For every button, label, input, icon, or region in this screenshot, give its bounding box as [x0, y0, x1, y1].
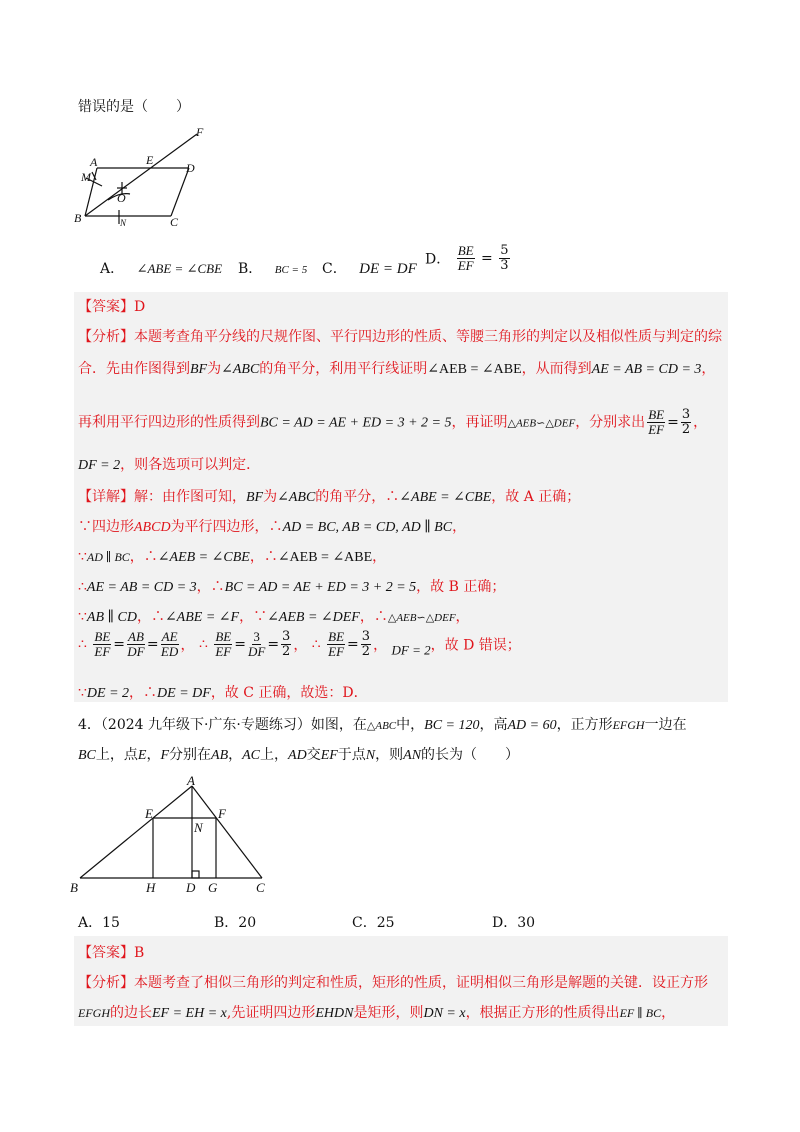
q4-answer-line: 【答案】B: [78, 945, 145, 961]
label-M: M: [81, 170, 91, 184]
label-O: O: [117, 191, 126, 205]
label-A: A: [187, 774, 195, 788]
q4-option-a: A．15: [78, 915, 120, 931]
label-E: E: [145, 806, 153, 821]
label-G: G: [208, 880, 218, 895]
detail-line-3: ∵AD ∥ BC，∴∠AEB = ∠CBE，∴∠AEB = ∠ABE，: [78, 549, 387, 565]
q4-stem-line-2: BC上，点E，F分别在AB，AC上，AD交EF于点N，则AN的长为（ ）: [78, 747, 520, 763]
label-C: C: [256, 880, 265, 895]
label-E: E: [146, 153, 154, 167]
label-D: D: [186, 880, 196, 895]
detail-line-5: ∵AB ∥ CD，∴∠ABE = ∠F，∵∠AEB = ∠DEF，∴△AEB∽△DEF，: [78, 609, 470, 625]
q4-option-c: C．25: [352, 915, 395, 931]
label-N: N: [120, 218, 127, 228]
q4-stem-line-1: 4．（2024 九年级下·广东·专题练习）如图，在△ABC中，BC = 120，高AD = 60，正方形EFGH一边在: [78, 717, 687, 733]
option-a: A． ∠ABE = ∠CBE: [100, 261, 223, 277]
option-d: D． $\frac{BE}{EF}$ = $\frac{5}{3}$: [425, 243, 509, 273]
label-B: B: [74, 211, 82, 225]
analysis-line-4: DF = 2，则各选项可以判定．: [78, 457, 261, 473]
answer-line: 【答案】D: [78, 299, 146, 315]
q4-option-b: B．20: [214, 915, 257, 931]
detail-line-4: ∴AE = AB = CD = 3，∴BC = AD = AE + ED = 3 + 2 = 5，故 B 正确；: [78, 579, 506, 595]
label-F: F: [218, 806, 226, 821]
triangle-square-figure: [68, 774, 278, 896]
detail-line-1: 【详解】解：由作图可知，BF为∠ABC的角平分，∴∠ABE = ∠CBE，故 A 正确；: [78, 489, 581, 505]
analysis-line-2: 合．先由作图得到BF为∠ABC的角平分，利用平行线证明∠AEB = ∠ABE，从而得到AE = AB = CD = 3，: [78, 361, 716, 377]
option-b: B． BC = 5: [238, 261, 308, 277]
label-D: D: [186, 161, 195, 175]
question-stem-tail: 错误的是（ ）: [78, 99, 190, 115]
analysis-line-1: 【分析】本题考查角平分线的尺规作图、平行四边形的性质、等腰三角形的判定以及相似性质与判定的综: [78, 329, 722, 345]
parallelogram-figure: [72, 122, 222, 232]
label-A: A: [90, 155, 98, 169]
label-H: H: [146, 880, 156, 895]
label-N: N: [194, 820, 203, 835]
q4-option-d: D．30: [492, 915, 536, 931]
q4-analysis-line-2: EFGH的边长EF = EH = x,先证明四边形EHDN是矩形，则DN = x，根据正方形的性质得出EF ∥ BC，: [78, 1005, 676, 1021]
q4-analysis-line-1: 【分析】本题考查了相似三角形的判定和性质，矩形的性质，证明相似三角形是解题的关键．设正方形: [78, 975, 708, 991]
option-c: C． DE = DF: [322, 261, 417, 277]
detail-line-6: ∴ $\frac{BE}{EF}$ = $\frac{AB}{DF}$ = $\frac{AE}{ED}$ ， ∴ $\frac{BE}{EF}$ = $\frac{3}{DF}$ = $\frac{3}{2}$ ， ∴ $\frac{BE}{EF}$ = $\frac{3}{2}$ ， DF = 2，故 D 错误；: [78, 629, 521, 659]
detail-line-2: ∵四边形ABCD为平行四边形，∴AD = BC, AB = CD, AD ∥ BC，: [78, 519, 467, 535]
detail-line-7: ∵DE = 2，∴DE = DF，故 C 正确，故选：D．: [78, 685, 368, 701]
label-B: B: [70, 880, 78, 895]
analysis-line-3: 再利用平行四边形的性质得到BC = AD = AE + ED = 3 + 2 = 5，再证明△AEB∽△DEF，分别求出 $\frac{BE}{EF}$ = $\frac{3}{2}$ ，: [78, 407, 708, 437]
label-C: C: [170, 215, 179, 229]
label-F: F: [196, 125, 204, 139]
